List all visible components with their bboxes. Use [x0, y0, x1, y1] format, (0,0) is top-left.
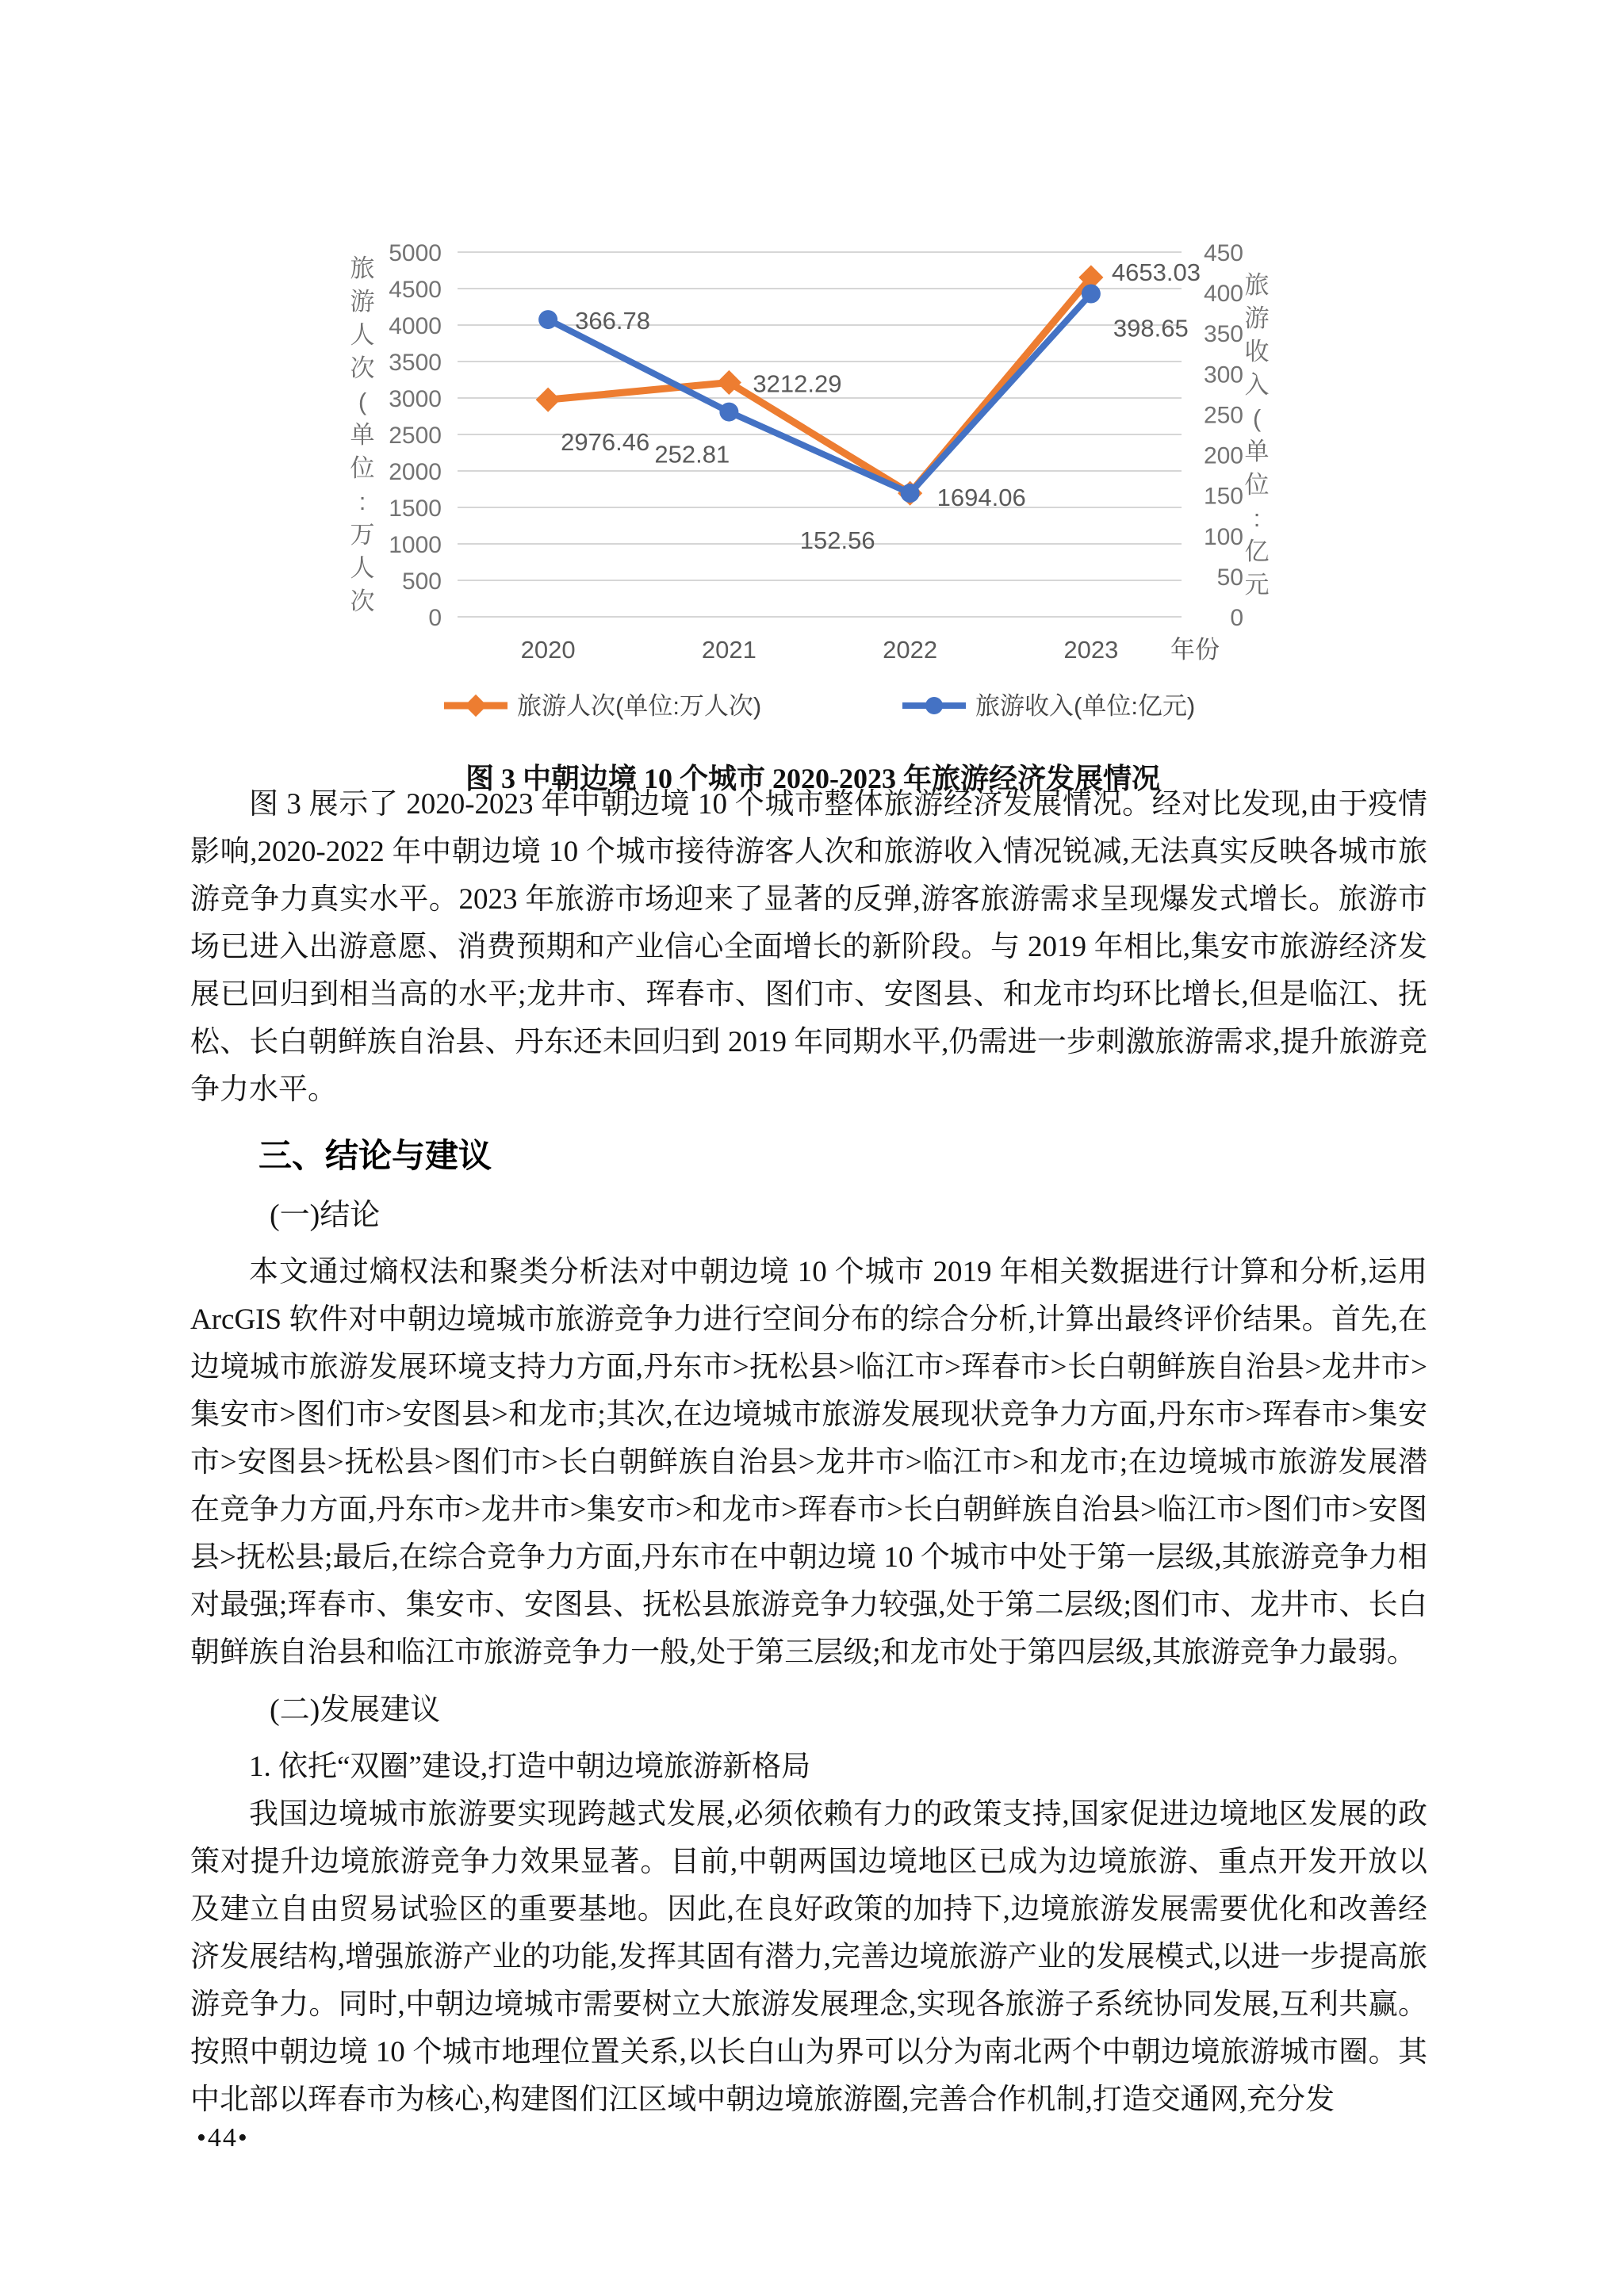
section-heading: 三、结论与建议 — [259, 1137, 492, 1174]
svg-text:500: 500 — [401, 568, 442, 595]
svg-text:游: 游 — [1244, 304, 1270, 332]
paragraph-1: 图 3 展示了 2020-2023 年中朝边境 10 个城市整体旅游经济发展情况。经对比发现,由于疫情影响,2020-2022 年中朝边境 10 个城市接待游客人次和旅游收入情况锐减,无法真实反映各城市旅游竞争力真实水平。2023 年旅游市场迎来了显著的反弹,游客旅游需求呈现爆发式增长。旅游市场已进入出游意愿、消费预期和产业信心全面增长的新阶段。与 2019 年相比,集安市旅游经济发展已回归到相当高的水平;龙井市、珲春市、图们市、安图县、和龙市均环比增长,但是临江、抚松、长白朝鲜族自治县、丹东还未回归到 2019 年同期水平,仍需进一步刺激旅游需求,提升旅游竞争力水平。 — [190, 788, 1427, 1106]
article-body — [190, 781, 1427, 2124]
x-axis-labels — [521, 636, 1220, 664]
svg-text:人: 人 — [350, 554, 375, 582]
svg-text:旅: 旅 — [350, 254, 375, 282]
svg-text:250: 250 — [1203, 402, 1243, 429]
left-axis-title — [350, 254, 375, 615]
svg-text:(: ( — [1252, 404, 1262, 432]
svg-text:252.81: 252.81 — [654, 440, 730, 469]
svg-text:1500: 1500 — [389, 496, 442, 522]
figure-3 — [317, 230, 1308, 797]
svg-text:50: 50 — [1216, 564, 1243, 591]
svg-text::: : — [1253, 504, 1261, 532]
svg-text:3500: 3500 — [389, 350, 442, 376]
svg-text:0: 0 — [1230, 605, 1243, 631]
svg-text:398.65: 398.65 — [1113, 314, 1189, 342]
chart-legend — [444, 692, 1195, 720]
svg-text:400: 400 — [1203, 281, 1243, 308]
line-chart — [317, 230, 1308, 753]
svg-text:收: 收 — [1244, 338, 1270, 365]
svg-text:游: 游 — [350, 288, 375, 316]
list-item-1: 1. 依托“双圈”建设,打造中朝边境旅游新格局 — [249, 1751, 811, 1783]
svg-text:4653.03: 4653.03 — [1111, 258, 1201, 286]
svg-text:3212.29: 3212.29 — [753, 369, 842, 398]
svg-text:200: 200 — [1203, 442, 1243, 469]
svg-text:位: 位 — [350, 454, 375, 482]
svg-text:2500: 2500 — [389, 423, 442, 449]
svg-text:亿: 亿 — [1244, 538, 1270, 565]
svg-text:1000: 1000 — [389, 532, 442, 558]
svg-text:2022: 2022 — [883, 636, 938, 664]
svg-text:单: 单 — [1244, 438, 1270, 465]
svg-text:350: 350 — [1203, 321, 1243, 348]
figure-caption: 图 3 中朝边境 10 个城市 2020-2023 年旅游经济发展情况 — [465, 763, 1160, 794]
svg-text:旅游人次(单位:万人次): 旅游人次(单位:万人次) — [517, 692, 762, 720]
svg-text:次: 次 — [350, 587, 375, 615]
paragraph-2: 本文通过熵权法和聚类分析法对中朝边境 10 个城市 2019 年相关数据进行计算和分析,运用 ArcGIS 软件对中朝边境城市旅游竞争力进行空间分布的综合分析,计算出最终评价结果。首先,在边境城市旅游发展环境支持力方面,丹东市>抚松县>临江市>珲春市>长白朝鲜族自治县>龙井市>集安市>图们市>安图县>和龙市;其次,在边境城市旅游发展现状竞争力方面,丹东市>珲春市>集安市>安图县>抚松县>图们市>长白朝鲜族自治县>龙井市>临江市>和龙市;在边境城市旅游发展潜在竞争力方面,丹东市>龙井市>集安市>和龙市>珲春市>长白朝鲜族自治县>临江市>图们市>安图县>抚松县;最后,在综合竞争力方面,丹东市在中朝边境 10 个城市中处于第一层级,其旅游竞争力相对最强;珲春市、集安市、安图县、抚松县旅游竞争力较强,处于第二层级;图们市、龙井市、长白朝鲜族自治县和临江市旅游竞争力一般,处于第三层级;和龙市处于第四层级,其旅游竞争力最弱。 — [190, 1256, 1427, 1669]
svg-text:0: 0 — [428, 605, 442, 631]
svg-text:万: 万 — [350, 521, 375, 549]
right-axis-title — [1245, 271, 1270, 599]
svg-text:旅: 旅 — [1244, 271, 1270, 299]
svg-text:450: 450 — [1203, 240, 1243, 266]
svg-text:位: 位 — [1244, 471, 1270, 499]
data-labels — [575, 307, 1189, 554]
svg-text:人: 人 — [350, 321, 375, 349]
svg-text:旅游收入(单位:亿元): 旅游收入(单位:亿元) — [975, 692, 1196, 720]
svg-text:1694.06: 1694.06 — [936, 484, 1026, 512]
svg-text:366.78: 366.78 — [575, 307, 650, 335]
svg-text:次: 次 — [350, 354, 375, 382]
svg-text:2976.46: 2976.46 — [561, 428, 650, 457]
svg-text:2023: 2023 — [1063, 636, 1119, 664]
subsection-heading-suggestions: (二)发展建议 — [270, 1693, 441, 1727]
svg-text:5000: 5000 — [389, 240, 442, 266]
left-axis-labels — [389, 240, 442, 631]
svg-text:4000: 4000 — [389, 313, 442, 339]
subsection-heading-conclusion: (一)结论 — [270, 1199, 381, 1232]
svg-text:单: 单 — [350, 421, 375, 449]
svg-text::: : — [358, 488, 366, 515]
svg-text:2000: 2000 — [389, 459, 442, 485]
svg-text:100: 100 — [1203, 523, 1243, 550]
svg-text:3000: 3000 — [389, 386, 442, 412]
page-number: •44• — [197, 2123, 249, 2152]
svg-text:入: 入 — [1244, 371, 1270, 399]
svg-text:元: 元 — [1244, 571, 1270, 599]
svg-text:2021: 2021 — [701, 636, 756, 664]
svg-text:2020: 2020 — [520, 636, 576, 664]
right-axis-labels — [1204, 240, 1243, 631]
paragraph-3: 我国边境城市旅游要实现跨越式发展,必须依赖有力的政策支持,国家促进边境地区发展的政策对提升边境旅游竞争力效果显著。目前,中朝两国边境地区已成为边境旅游、重点开发开放以及建立自由贸易试验区的重要基地。因此,在良好政策的加持下,边境旅游发展需要优化和改善经济发展结构,增强旅游产业的功能,发挥其固有潜力,完善边境旅游产业的发展模式,以进一步提高旅游竞争力。同时,中朝边境城市需要树立大旅游发展理念,实现各旅游子系统协同发展,互利共赢。按照中朝边境 10 个城市地理位置关系,以长白山为界可以分为南北两个中朝边境旅游城市圈。其中北部以珲春市为核心,构建图们江区域中朝边境旅游圈,完善合作机制,打造交通网,充分发 — [190, 1798, 1427, 2116]
svg-text:4500: 4500 — [389, 277, 442, 303]
svg-text:(: ( — [358, 388, 367, 415]
svg-text:152.56: 152.56 — [799, 526, 875, 555]
svg-text:年份: 年份 — [1170, 636, 1220, 664]
svg-text:150: 150 — [1203, 483, 1243, 510]
svg-text:300: 300 — [1203, 362, 1243, 388]
